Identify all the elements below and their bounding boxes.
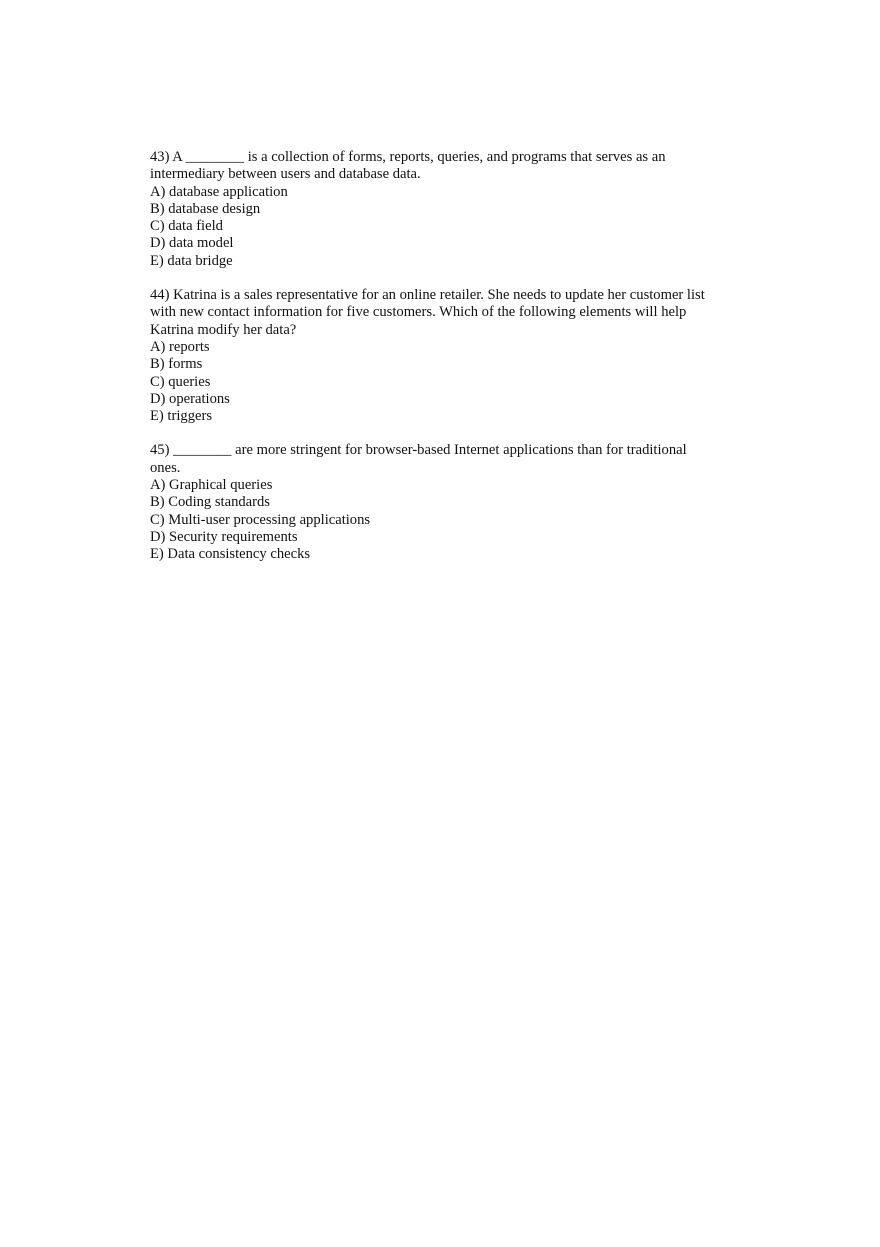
answer-option: C) Multi-user processing applications	[150, 511, 371, 528]
question-stem-line: 44) Katrina is a sales representative for an online retailer. She needs to update her customer list	[150, 287, 705, 304]
question-list	[150, 149, 750, 564]
question-stem-line: with new contact information for five customers. Which of the following elements will help	[150, 304, 687, 321]
question-stem-line: ones.	[150, 459, 181, 476]
answer-option: C) queries	[150, 373, 211, 390]
answer-option: B) database design	[150, 200, 261, 217]
answer-option: B) forms	[150, 356, 203, 373]
question-44	[150, 287, 750, 425]
answer-option: B) Coding standards	[150, 494, 270, 511]
question-stem-line: intermediary between users and database data.	[150, 166, 421, 183]
answer-option: A) reports	[150, 338, 210, 355]
question-45	[150, 442, 750, 563]
question-stem-line: Katrina modify her data?	[150, 321, 297, 338]
answer-option: D) Security requirements	[150, 528, 298, 545]
answer-option: A) Graphical queries	[150, 477, 273, 494]
question-stem-line: 45) ________ are more stringent for browser-based Internet applications than for traditional	[150, 442, 687, 459]
answer-option: E) Data consistency checks	[150, 546, 311, 563]
answer-option: D) operations	[150, 390, 230, 407]
answer-option: A) database application	[150, 183, 288, 200]
answer-option: E) triggers	[150, 408, 213, 425]
question-43	[150, 149, 750, 270]
answer-option: E) data bridge	[150, 252, 233, 269]
answer-option: D) data model	[150, 235, 234, 252]
question-stem-line: 43) A ________ is a collection of forms, reports, queries, and programs that serves as an	[150, 149, 666, 165]
answer-option: C) data field	[150, 218, 223, 235]
